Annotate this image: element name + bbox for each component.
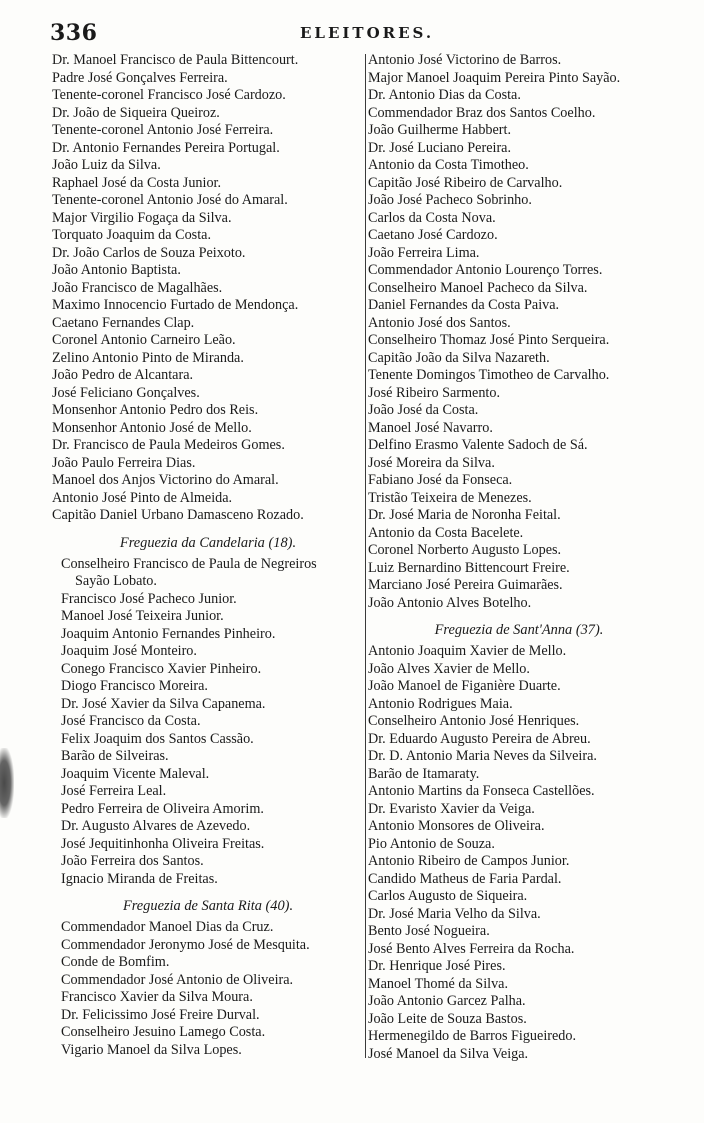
list-item: Maximo Innocencio Furtado de Mendonça. [52, 297, 299, 313]
list-item: Major Manoel Joaquim Pereira Pinto Sayão. [368, 69, 621, 86]
list-item: Bento José Nogueira. [368, 923, 490, 939]
list-item: Dr. Felicissimo José Freire Durval. [61, 1006, 260, 1023]
list-item: Luiz Bernardino Bittencourt Freire. [368, 559, 570, 576]
list-item: Monsenhor Antonio José de Mello. [52, 419, 252, 436]
list-item: Coronel Antonio Carneiro Leão. [52, 332, 236, 348]
list-item: Carlos da Costa Nova. [368, 209, 496, 226]
list-item: Padre José Gonçalves Ferreira. [52, 69, 228, 86]
left-column [52, 52, 364, 1059]
list-item: Commendador Braz dos Santos Coelho. [368, 104, 596, 121]
list-item: João Alves Xavier de Mello. [368, 660, 530, 677]
list-item: Conselheiro Jesuino Lamego Costa. [61, 1024, 266, 1040]
section-santa-rita [52, 897, 364, 1059]
list-item: João Pedro de Alcantara. [52, 367, 194, 383]
list-item: João Francisco de Magalhães. [52, 279, 223, 296]
list-item: João Antonio Garcez Palha. [368, 993, 526, 1009]
list-item: Barão de Itamaraty. [368, 765, 480, 782]
section-heading: Freguezia de Sant'Anna (37). [434, 622, 604, 638]
list-item: Dr. José Luciano Pereira. [368, 139, 512, 156]
list-item: João Leite de Souza Bastos. [368, 1010, 527, 1027]
list-item: Tenente-coronel Francisco José Cardozo. [52, 87, 286, 103]
list-item: Vigario Manoel da Silva Lopes. [61, 1041, 242, 1058]
list-item: Conselheiro Antonio José Henriques. [368, 713, 580, 729]
list-item: Dr. Manoel Francisco de Paula Bittencourt. [52, 52, 299, 68]
list-item: José Jequitinhonha Oliveira Freitas. [61, 835, 265, 852]
list-item: Manoel José Teixeira Junior. [61, 608, 224, 624]
list-item: José Ferreira Leal. [61, 783, 167, 799]
list-item: Carlos Augusto de Siqueira. [368, 888, 528, 904]
list-item: Conselheiro Francisco de Paula de Negreiros [61, 555, 317, 572]
right-top-names-list [368, 52, 670, 612]
list-item: José Ribeiro Sarmento. [368, 384, 501, 401]
list-item: Antonio José Victorino de Barros. [368, 52, 562, 68]
ink-blot-mark [0, 748, 14, 818]
list-item: Dr. José Maria Velho da Silva. [368, 905, 541, 922]
list-item: Torquato Joaquim da Costa. [52, 227, 211, 243]
list-item: Candido Matheus de Faria Pardal. [368, 870, 562, 887]
list-item: Manoel Thomé da Silva. [368, 975, 509, 992]
list-item: Dr. Augusto Alvares de Azevedo. [61, 818, 251, 834]
list-item: Capitão José Ribeiro de Carvalho. [368, 174, 563, 191]
list-item: Joaquim Antonio Fernandes Pinheiro. [61, 625, 276, 642]
list-item: Antonio Rodrigues Maia. [368, 695, 513, 712]
list-item: Pedro Ferreira de Oliveira Amorim. [61, 800, 264, 817]
section-heading: Freguezia de Santa Rita (40). [122, 898, 294, 914]
list-item: José Bento Alves Ferreira da Rocha. [368, 940, 575, 957]
list-item: Capitão Daniel Urbano Damasceno Rozado. [52, 507, 304, 523]
list-item: Antonio da Costa Timotheo. [368, 157, 529, 173]
list-item: Dr. Antonio Dias da Costa. [368, 87, 521, 103]
list-item: Barão de Silveiras. [61, 748, 169, 764]
list-item: José Manoel da Silva Veiga. [368, 1045, 529, 1062]
page-number: 336 [50, 20, 98, 46]
right-column [368, 52, 670, 1063]
list-item: Antonio da Costa Bacelete. [368, 524, 524, 541]
list-item: Antonio José Pinto de Almeida. [52, 489, 233, 506]
list-item: Diogo Francisco Moreira. [61, 678, 208, 694]
list-item: Fabiano José da Fonseca. [368, 472, 513, 488]
list-item: Felix Joaquim dos Santos Cassão. [61, 730, 254, 747]
list-item: Caetano José Cardozo. [368, 227, 498, 243]
list-item: João Ferreira dos Santos. [61, 853, 204, 869]
list-item: João Luiz da Silva. [52, 157, 161, 173]
list-item: Francisco Xavier da Silva Moura. [61, 989, 253, 1005]
list-item: Dr. Henrique José Pires. [368, 958, 506, 974]
list-item: João Guilherme Habbert. [368, 122, 512, 138]
list-item: João José da Costa. [368, 402, 479, 418]
list-item: Pio Antonio de Souza. [368, 835, 495, 852]
list-item: Conselheiro Manoel Pacheco da Silva. [368, 279, 588, 296]
list-item: João Manoel de Figanière Duarte. [368, 678, 561, 694]
list-item: Dr. Evaristo Xavier da Veiga. [368, 800, 535, 817]
list-item: Antonio José dos Santos. [368, 314, 511, 331]
list-item: Coronel Norberto Augusto Lopes. [368, 542, 562, 558]
page-header [50, 20, 640, 48]
list-item: João José Pacheco Sobrinho. [368, 192, 532, 208]
list-item: Antonio Ribeiro de Campos Junior. [368, 853, 570, 869]
list-item: Conselheiro Thomaz José Pinto Serqueira. [368, 332, 610, 348]
list-item: Manoel José Navarro. [368, 419, 493, 436]
list-item: Conde de Bomfim. [61, 954, 170, 970]
list-item: Commendador Antonio Lourenço Torres. [368, 262, 603, 278]
list-item: João Ferreira Lima. [368, 244, 480, 261]
list-item: João Paulo Ferreira Dias. [52, 454, 196, 471]
list-item: Caetano Fernandes Clap. [52, 314, 195, 331]
list-item: Commendador José Antonio de Oliveira. [61, 971, 294, 988]
list-item: Zelino Antonio Pinto de Miranda. [52, 349, 244, 366]
list-item: Tenente Domingos Timotheo de Carvalho. [368, 367, 610, 383]
list-item: Francisco José Pacheco Junior. [61, 590, 237, 607]
list-item: Commendador Manoel Dias da Cruz. [61, 919, 274, 935]
list-item: Tenente-coronel Antonio José do Amaral. [52, 192, 288, 208]
list-item: Antonio Joaquim Xavier de Mello. [368, 643, 567, 659]
column-divider [365, 54, 366, 1058]
list-item: João Antonio Baptista. [52, 262, 181, 278]
list-item: Tenente-coronel Antonio José Ferreira. [52, 122, 274, 138]
list-item: Delfino Erasmo Valente Sadoch de Sá. [368, 437, 588, 453]
list-item: Manoel dos Anjos Victorino do Amaral. [52, 472, 279, 488]
running-title: ELEITORES. [300, 24, 435, 42]
list-item: Joaquim José Monteiro. [61, 643, 197, 659]
list-item: Commendador Jeronymo José de Mesquita. [61, 936, 310, 953]
list-item: Raphael José da Costa Junior. [52, 174, 222, 191]
list-item: Marciano José Pereira Guimarães. [368, 577, 563, 593]
list-item: Dr. Antonio Fernandes Pereira Portugal. [52, 139, 280, 156]
list-item: Antonio Monsores de Oliveira. [368, 818, 545, 834]
list-item: Daniel Fernandes da Costa Paiva. [368, 297, 560, 313]
list-item: Hermenegildo de Barros Figueiredo. [368, 1028, 577, 1044]
list-item-continuation: Sayão Lobato. [75, 573, 157, 589]
list-item: Dr. José Xavier da Silva Capanema. [61, 695, 266, 712]
list-item: Ignacio Miranda de Freitas. [61, 870, 218, 887]
list-item: José Francisco da Costa. [61, 713, 201, 729]
list-item: Antonio Martins da Fonseca Castellões. [368, 783, 595, 799]
list-item: Major Virgilio Fogaça da Silva. [52, 209, 232, 226]
list-item: José Feliciano Gonçalves. [52, 384, 200, 401]
section-candelaria [52, 534, 364, 889]
list-item: Conego Francisco Xavier Pinheiro. [61, 660, 262, 677]
section-heading: Freguezia da Candelaria (18). [119, 534, 297, 551]
list-item: Dr. D. Antonio Maria Neves da Silveira. [368, 748, 597, 764]
list-item: Dr. José Maria de Noronha Feital. [368, 507, 561, 523]
list-item: Dr. João Carlos de Souza Peixoto. [52, 244, 246, 261]
list-item: Dr. Francisco de Paula Medeiros Gomes. [52, 437, 285, 453]
section-sant-anna [368, 621, 670, 1063]
list-item: José Moreira da Silva. [368, 454, 495, 471]
list-item: Dr. João de Siqueira Queiroz. [52, 104, 220, 121]
list-item: Monsenhor Antonio Pedro dos Reis. [52, 402, 259, 418]
list-item: João Antonio Alves Botelho. [368, 594, 532, 611]
list-item: Dr. Eduardo Augusto Pereira de Abreu. [368, 730, 591, 747]
list-item: Joaquim Vicente Maleval. [61, 765, 210, 782]
list-item: Tristão Teixeira de Menezes. [368, 489, 532, 506]
left-top-names-list [52, 52, 364, 525]
list-item: Capitão João da Silva Nazareth. [368, 349, 550, 366]
